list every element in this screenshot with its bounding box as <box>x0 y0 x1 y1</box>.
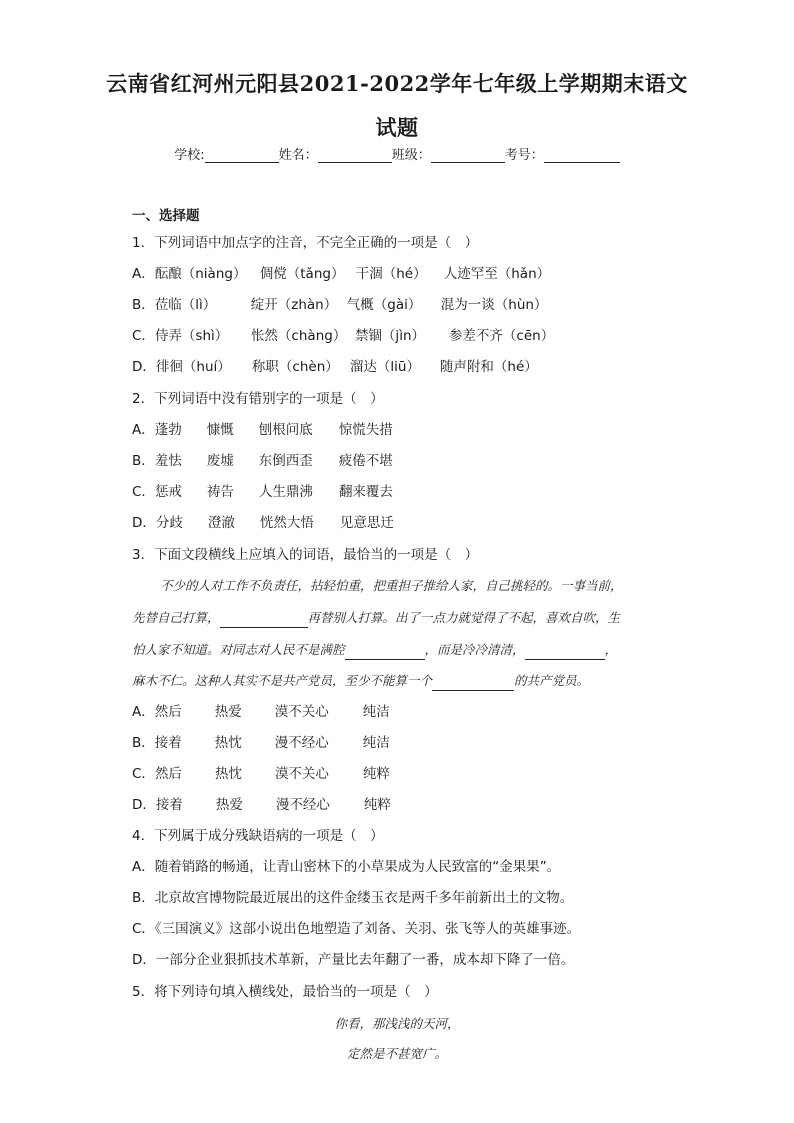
q3-option-c: C．然后 热忱 漠不关心 纯粹 <box>132 766 390 782</box>
q2-option-c: C．惩戒 祷告 人生鼎沸 翻来覆去 <box>132 484 393 500</box>
q4-option-a: A．随着销路的畅通，让青山密林下的小草果成为人民致富的“金果果”。 <box>132 859 561 875</box>
q3-passage-line3: 怕人家不知道。对同志对人民不是满腔 ，而是冷冷清清， ， <box>132 640 617 660</box>
q1-option-a: A．酝酿（niàng） 倜傥（tǎng） 干涸（hé） 人迹罕至（hǎn） <box>132 266 551 282</box>
q4-option-b: B．北京故宫博物院最近展出的这件金缕玉衣是两千多年前新出土的文物。 <box>132 890 574 906</box>
school-blank[interactable] <box>205 148 279 163</box>
q4-option-d: D．一部分企业狠抓技术革新，产量比去年翻了一番，成本却下降了一倍。 <box>132 952 575 968</box>
q4-stem: 4．下列属于成分残缺语病的一项是（ ） <box>132 828 384 844</box>
number-blank[interactable] <box>544 148 620 163</box>
q1-stem: 1．下列词语中加点字的注音，不完全正确的一项是（ ） <box>132 235 479 251</box>
student-info-row <box>0 144 794 163</box>
q1-option-b: B．莅临（lì） 绽开（zhàn） 气概（gài） 混为一谈（hùn） <box>132 297 548 313</box>
name-blank[interactable] <box>318 148 392 163</box>
class-blank[interactable] <box>431 148 505 163</box>
q3-blank-4[interactable] <box>432 676 514 691</box>
q3-blank-1[interactable] <box>220 613 308 628</box>
q3-passage-line4: 麻木不仁。这种人其实不是共产党员，至少不能算一个 的共产党员。 <box>132 671 589 691</box>
q5-stem: 5．将下列诗句填入横线处，最恰当的一项是（ ） <box>132 984 438 1000</box>
q2-option-d: D．分歧 澄澈 恍然大悟 见意思迁 <box>132 515 394 531</box>
q3-option-a: A．然后 热爱 漠不关心 纯洁 <box>132 704 390 720</box>
q3-passage-line1: 不少的人对工作不负责任，拈轻怕重，把重担子推给人家，自己挑轻的。一事当前， <box>160 578 623 593</box>
q2-option-b: B．羞怯 废墟 东倒西歪 疲倦不堪 <box>132 453 393 469</box>
q2-option-a: A．蓬勃 慷慨 刨根问底 惊慌失措 <box>132 422 393 438</box>
name-label: 姓名： <box>278 148 318 163</box>
q1-option-c: C．侍弄（shì） 怅然（chàng） 禁锢（jìn） 参差不齐（cēn） <box>132 328 555 344</box>
q3-blank-2[interactable] <box>345 645 425 660</box>
number-label: 考号： <box>504 148 544 163</box>
q3-blank-3[interactable] <box>525 645 605 660</box>
document-title-line2: 试题 <box>375 115 419 140</box>
section-heading: 一、选择题 <box>132 208 200 224</box>
q3-stem: 3．下面文段横线上应填入的词语，最恰当的一项是（ ） <box>132 547 479 563</box>
q4-option-c: C．《三国演义》这部小说出色地塑造了刘备、关羽、张飞等人的英雄事迹。 <box>132 921 581 937</box>
q3-option-b: B．接着 热忱 漫不经心 纯洁 <box>132 735 390 751</box>
class-label: 班级： <box>391 148 431 163</box>
q3-option-d: D．接着 热爱 漫不经心 纯粹 <box>132 797 391 813</box>
q1-option-d: D．徘徊（huí） 称职（chèn） 溜达（liū） 随声附和（hé） <box>132 359 538 375</box>
q2-stem: 2．下列词语中没有错别字的一项是（ ） <box>132 391 384 407</box>
q5-poem-line1: 你看，那浅浅的天河， <box>334 1016 460 1031</box>
q3-passage-line2: 先替自己打算， 再替别人打算。出了一点力就觉得了不起，喜欢自吹，生 <box>132 608 620 628</box>
q5-poem-line2: 定然是不甚宽广。 <box>346 1046 447 1061</box>
document-title-line1: 云南省红河州元阳县2021-2022学年七年级上学期期末语文 <box>106 71 688 96</box>
school-label: 学校: <box>174 148 205 163</box>
